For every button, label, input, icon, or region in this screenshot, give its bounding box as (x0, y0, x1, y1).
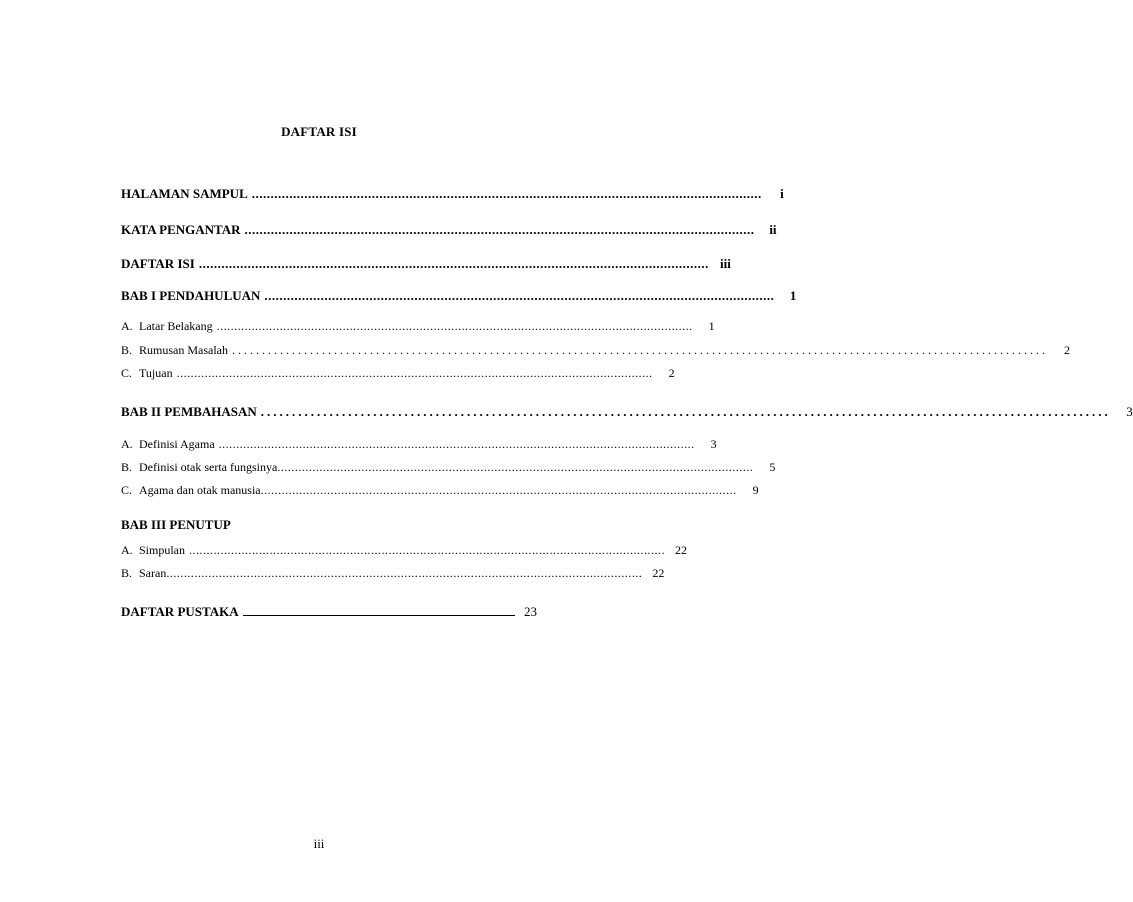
toc-entry-rumusan-masalah[interactable] (121, 343, 1070, 359)
toc-entry-tujuan[interactable] (121, 366, 675, 382)
dot-leader: ........................................................................................................................................ (198, 256, 709, 271)
toc-entry-label: BAB I PENDAHULUAN (121, 288, 261, 303)
dot-leader: ........................................................................................................................................ (251, 186, 762, 201)
page-title: DAFTAR ISI (281, 124, 357, 139)
leader-line (243, 615, 515, 616)
page-number: iii (313, 836, 325, 851)
toc-entry-agama-dan-otak[interactable] (121, 483, 759, 499)
toc-entry-kata-pengantar[interactable] (121, 222, 777, 238)
toc-entry-bab-iii[interactable] (121, 517, 537, 533)
dot-leader: ........................................................................................................................................ (260, 404, 1111, 419)
toc-entry-letter: A. (121, 543, 133, 557)
toc-entry-letter: C. (121, 483, 133, 497)
toc-entry-letter: A. (121, 319, 133, 333)
toc-entry-label: DAFTAR PUSTAKA (121, 604, 239, 619)
dot-leader: ........................................................................................................................................ (264, 288, 775, 303)
toc-entry-bab-i[interactable] (121, 288, 797, 304)
toc-entry-label: KATA PENGANTAR (121, 222, 241, 237)
toc-entry-label: DAFTAR ISI (121, 256, 195, 271)
toc-page-number: 3 (710, 437, 717, 451)
toc-entry-label: BAB II PEMBAHASAN (121, 404, 257, 419)
toc-entry-label: Saran (139, 566, 167, 580)
toc-page-number: 2 (1064, 343, 1070, 357)
toc-entry-label: Tujuan (139, 366, 173, 380)
dot-leader: ........................................................................................................................................ (176, 366, 653, 380)
toc-page-number: 22 (652, 566, 665, 580)
toc-page-number: 9 (752, 483, 759, 497)
toc-entry-letter: C. (121, 366, 133, 380)
toc-page-number: 22 (675, 543, 688, 557)
toc-entry-label: Agama dan otak manusia (139, 483, 261, 497)
toc-entry-latar-belakang[interactable] (121, 319, 715, 335)
toc-entry-label: Definisi Agama (139, 437, 215, 451)
toc-entry-label: Rumusan Masalah (139, 343, 228, 357)
toc-entry-definisi-otak[interactable] (121, 460, 776, 476)
dot-leader: ........................................................................................................................................ (232, 343, 1048, 357)
toc-page-number: 2 (668, 366, 675, 380)
dot-leader: ........................................................................................................................................ (216, 319, 693, 333)
toc-page-number: 1 (789, 288, 797, 303)
toc-page-number: 5 (769, 460, 776, 474)
toc-entry-saran[interactable] (121, 566, 665, 582)
toc-entry-halaman-sampul[interactable] (121, 186, 784, 202)
dot-leader: ........................................................................................................................................ (277, 460, 754, 474)
toc-entry-label: Latar Belakang (139, 319, 213, 333)
dot-leader: ........................................................................................................................................ (244, 222, 755, 237)
toc-entry-letter: B. (121, 460, 133, 474)
toc-page-number: 3 (1126, 404, 1133, 419)
toc-entry-simpulan[interactable] (121, 543, 688, 559)
dot-leader: ........................................................................................................................................ (260, 483, 737, 497)
toc-page-number: ii (769, 222, 777, 237)
toc-page-number: i (780, 186, 784, 201)
toc-entry-label: Definisi otak serta fungsinya (139, 460, 278, 474)
toc-entry-label: HALAMAN SAMPUL (121, 186, 248, 201)
toc-entry-label: Simpulan (139, 543, 186, 557)
toc-entry-definisi-agama[interactable] (121, 437, 717, 453)
toc-entry-letter: B. (121, 343, 133, 357)
toc-entry-daftar-isi[interactable] (121, 256, 731, 272)
toc-page-number: 23 (524, 604, 537, 619)
toc-entry-bab-ii[interactable] (121, 404, 1133, 420)
toc-page-number: 1 (708, 319, 715, 333)
toc-entry-letter: A. (121, 437, 133, 451)
toc-entry-letter: B. (121, 566, 133, 580)
dot-leader: ........................................................................................................................................ (218, 437, 695, 451)
toc-entry-label: BAB III PENUTUP (121, 517, 231, 532)
dot-leader: ........................................................................................................................................ (189, 543, 666, 557)
toc-entry-daftar-pustaka[interactable] (121, 604, 537, 620)
toc-page-number: iii (719, 256, 731, 271)
dot-leader: ........................................................................................................................................ (166, 566, 643, 580)
